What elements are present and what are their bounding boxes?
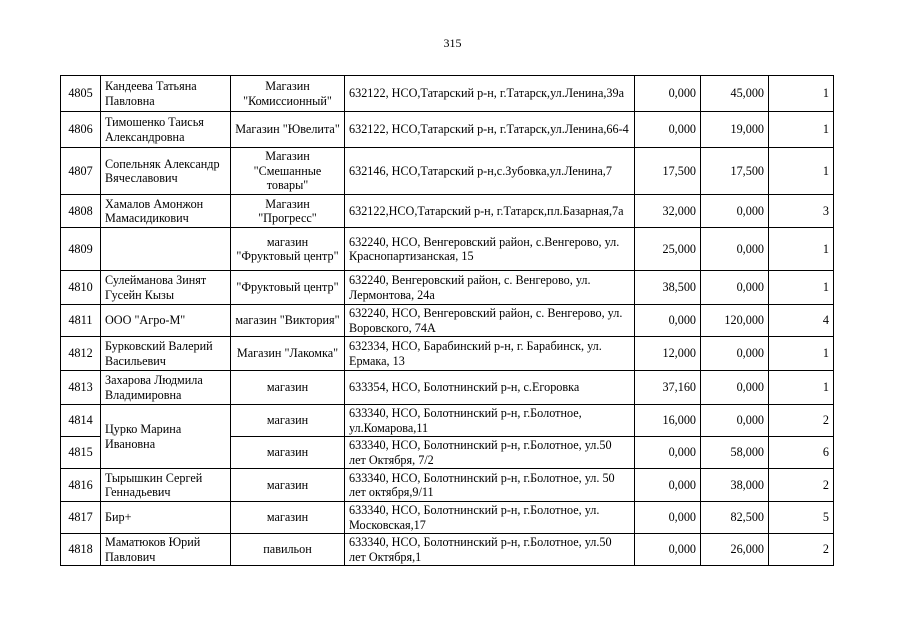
value-1-cell: 12,000 [635,337,701,371]
address-cell: 632240, НСО, Венгеровский район, с. Венгерово, ул. Воровского, 74А [345,305,635,337]
value-2-cell: 0,000 [701,371,769,405]
table-row [61,195,834,228]
table-row [61,148,834,195]
table-row [61,76,834,112]
shop-type-cell: магазин "Фруктовый центр" [231,228,345,271]
count-cell: 1 [769,148,834,195]
table-row [61,305,834,337]
count-cell: 1 [769,271,834,305]
owner-name-cell: Бир+ [101,502,231,534]
table-row [61,405,834,437]
address-cell: 632122, НСО,Татарский р-н, г.Татарск,ул.Ленина,39а [345,76,635,112]
owner-name-cell: Цурко Марина Ивановна [101,405,231,469]
value-1-cell: 0,000 [635,502,701,534]
value-2-cell: 0,000 [701,228,769,271]
value-1-cell: 0,000 [635,469,701,502]
value-1-cell: 0,000 [635,76,701,112]
owner-name-cell: Хамалов Амонжон Мамасидикович [101,195,231,228]
count-cell: 1 [769,76,834,112]
value-1-cell: 38,500 [635,271,701,305]
owner-name-cell: ООО "Агро-М" [101,305,231,337]
row-number-cell: 4816 [61,469,101,502]
row-number-cell: 4818 [61,534,101,566]
owner-name-cell [101,228,231,271]
row-number-cell: 4808 [61,195,101,228]
row-number-cell: 4809 [61,228,101,271]
count-cell: 4 [769,305,834,337]
value-2-cell: 82,500 [701,502,769,534]
value-1-cell: 0,000 [635,534,701,566]
value-1-cell: 0,000 [635,112,701,148]
table-row [61,271,834,305]
row-number-cell: 4814 [61,405,101,437]
shop-type-cell: магазин [231,405,345,437]
address-cell: 632122, НСО,Татарский р-н, г.Татарск,ул.Ленина,66-4 [345,112,635,148]
shop-type-cell: Магазин "Лакомка" [231,337,345,371]
table-row [61,502,834,534]
value-1-cell: 16,000 [635,405,701,437]
table-row [61,469,834,502]
row-number-cell: 4812 [61,337,101,371]
owner-name-cell: Маматюков Юрий Павлович [101,534,231,566]
address-cell: 632334, НСО, Барабинский р-н, г. Барабинск, ул. Ермака, 13 [345,337,635,371]
value-2-cell: 120,000 [701,305,769,337]
count-cell: 2 [769,469,834,502]
value-2-cell: 19,000 [701,112,769,148]
row-number-cell: 4806 [61,112,101,148]
shop-type-cell: "Фруктовый центр" [231,271,345,305]
value-1-cell: 0,000 [635,437,701,469]
value-2-cell: 0,000 [701,271,769,305]
count-cell: 1 [769,112,834,148]
address-cell: 633354, НСО, Болотнинский р-н, с.Егоровка [345,371,635,405]
row-number-cell: 4810 [61,271,101,305]
shop-type-cell: Магазин "Прогресс" [231,195,345,228]
table-row [61,112,834,148]
count-cell: 2 [769,405,834,437]
owner-name-cell: Бурковский Валерий Васильевич [101,337,231,371]
count-cell: 1 [769,228,834,271]
value-1-cell: 0,000 [635,305,701,337]
value-2-cell: 45,000 [701,76,769,112]
address-cell: 633340, НСО, Болотнинский р-н, г.Болотное, ул.Комарова,11 [345,405,635,437]
table-row [61,337,834,371]
value-1-cell: 17,500 [635,148,701,195]
value-2-cell: 58,000 [701,437,769,469]
table-row [61,534,834,566]
row-number-cell: 4811 [61,305,101,337]
shop-type-cell: Магазин "Ювелита" [231,112,345,148]
row-number-cell: 4817 [61,502,101,534]
count-cell: 5 [769,502,834,534]
address-cell: 632146, НСО,Татарский р-н,с.Зубовка,ул.Ленина,7 [345,148,635,195]
shop-type-cell: Магазин "Смешанные товары" [231,148,345,195]
shops-table [60,75,834,566]
address-cell: 632240, НСО, Венгеровский район, с.Венгерово, ул. Краснопартизанская, 15 [345,228,635,271]
table-row [61,371,834,405]
address-cell: 633340, НСО, Болотнинский р-н, г.Болотное, ул.50 лет Октября, 7/2 [345,437,635,469]
table-row [61,228,834,271]
shop-type-cell: магазин "Виктория" [231,305,345,337]
owner-name-cell: Захарова Людмила Владимировна [101,371,231,405]
address-cell: 632240, Венгеровский район, с. Венгерово, ул. Лермонтова, 24а [345,271,635,305]
page-number: 315 [443,36,462,50]
address-cell: 633340, НСО, Болотнинский р-н, г.Болотное, ул. 50 лет октября,9/11 [345,469,635,502]
value-2-cell: 0,000 [701,195,769,228]
owner-name-cell: Кандеева Татьяна Павловна [101,76,231,112]
count-cell: 1 [769,337,834,371]
shop-type-cell: магазин [231,437,345,469]
row-number-cell: 4815 [61,437,101,469]
address-cell: 633340, НСО, Болотнинский р-н, г.Болотное, ул. Московская,17 [345,502,635,534]
value-2-cell: 17,500 [701,148,769,195]
shop-type-cell: магазин [231,371,345,405]
owner-name-cell: Тырышкин Сергей Геннадьевич [101,469,231,502]
count-cell: 1 [769,371,834,405]
row-number-cell: 4805 [61,76,101,112]
value-2-cell: 0,000 [701,405,769,437]
value-2-cell: 26,000 [701,534,769,566]
owner-name-cell: Тимошенко Таисья Александровна [101,112,231,148]
shop-type-cell: Магазин "Комиссионный" [231,76,345,112]
owner-name-cell: Сулейманова Зинят Гусейн Кызы [101,271,231,305]
value-1-cell: 37,160 [635,371,701,405]
address-cell: 632122,НСО,Татарский р-н, г.Татарск,пл.Базарная,7а [345,195,635,228]
address-cell: 633340, НСО, Болотнинский р-н, г.Болотное, ул.50 лет Октября,1 [345,534,635,566]
shop-type-cell: магазин [231,469,345,502]
value-1-cell: 32,000 [635,195,701,228]
count-cell: 2 [769,534,834,566]
value-1-cell: 25,000 [635,228,701,271]
row-number-cell: 4813 [61,371,101,405]
value-2-cell: 0,000 [701,337,769,371]
shop-type-cell: магазин [231,502,345,534]
value-2-cell: 38,000 [701,469,769,502]
owner-name-cell: Сопельняк Александр Вячеславович [101,148,231,195]
count-cell: 6 [769,437,834,469]
count-cell: 3 [769,195,834,228]
row-number-cell: 4807 [61,148,101,195]
shop-type-cell: павильон [231,534,345,566]
